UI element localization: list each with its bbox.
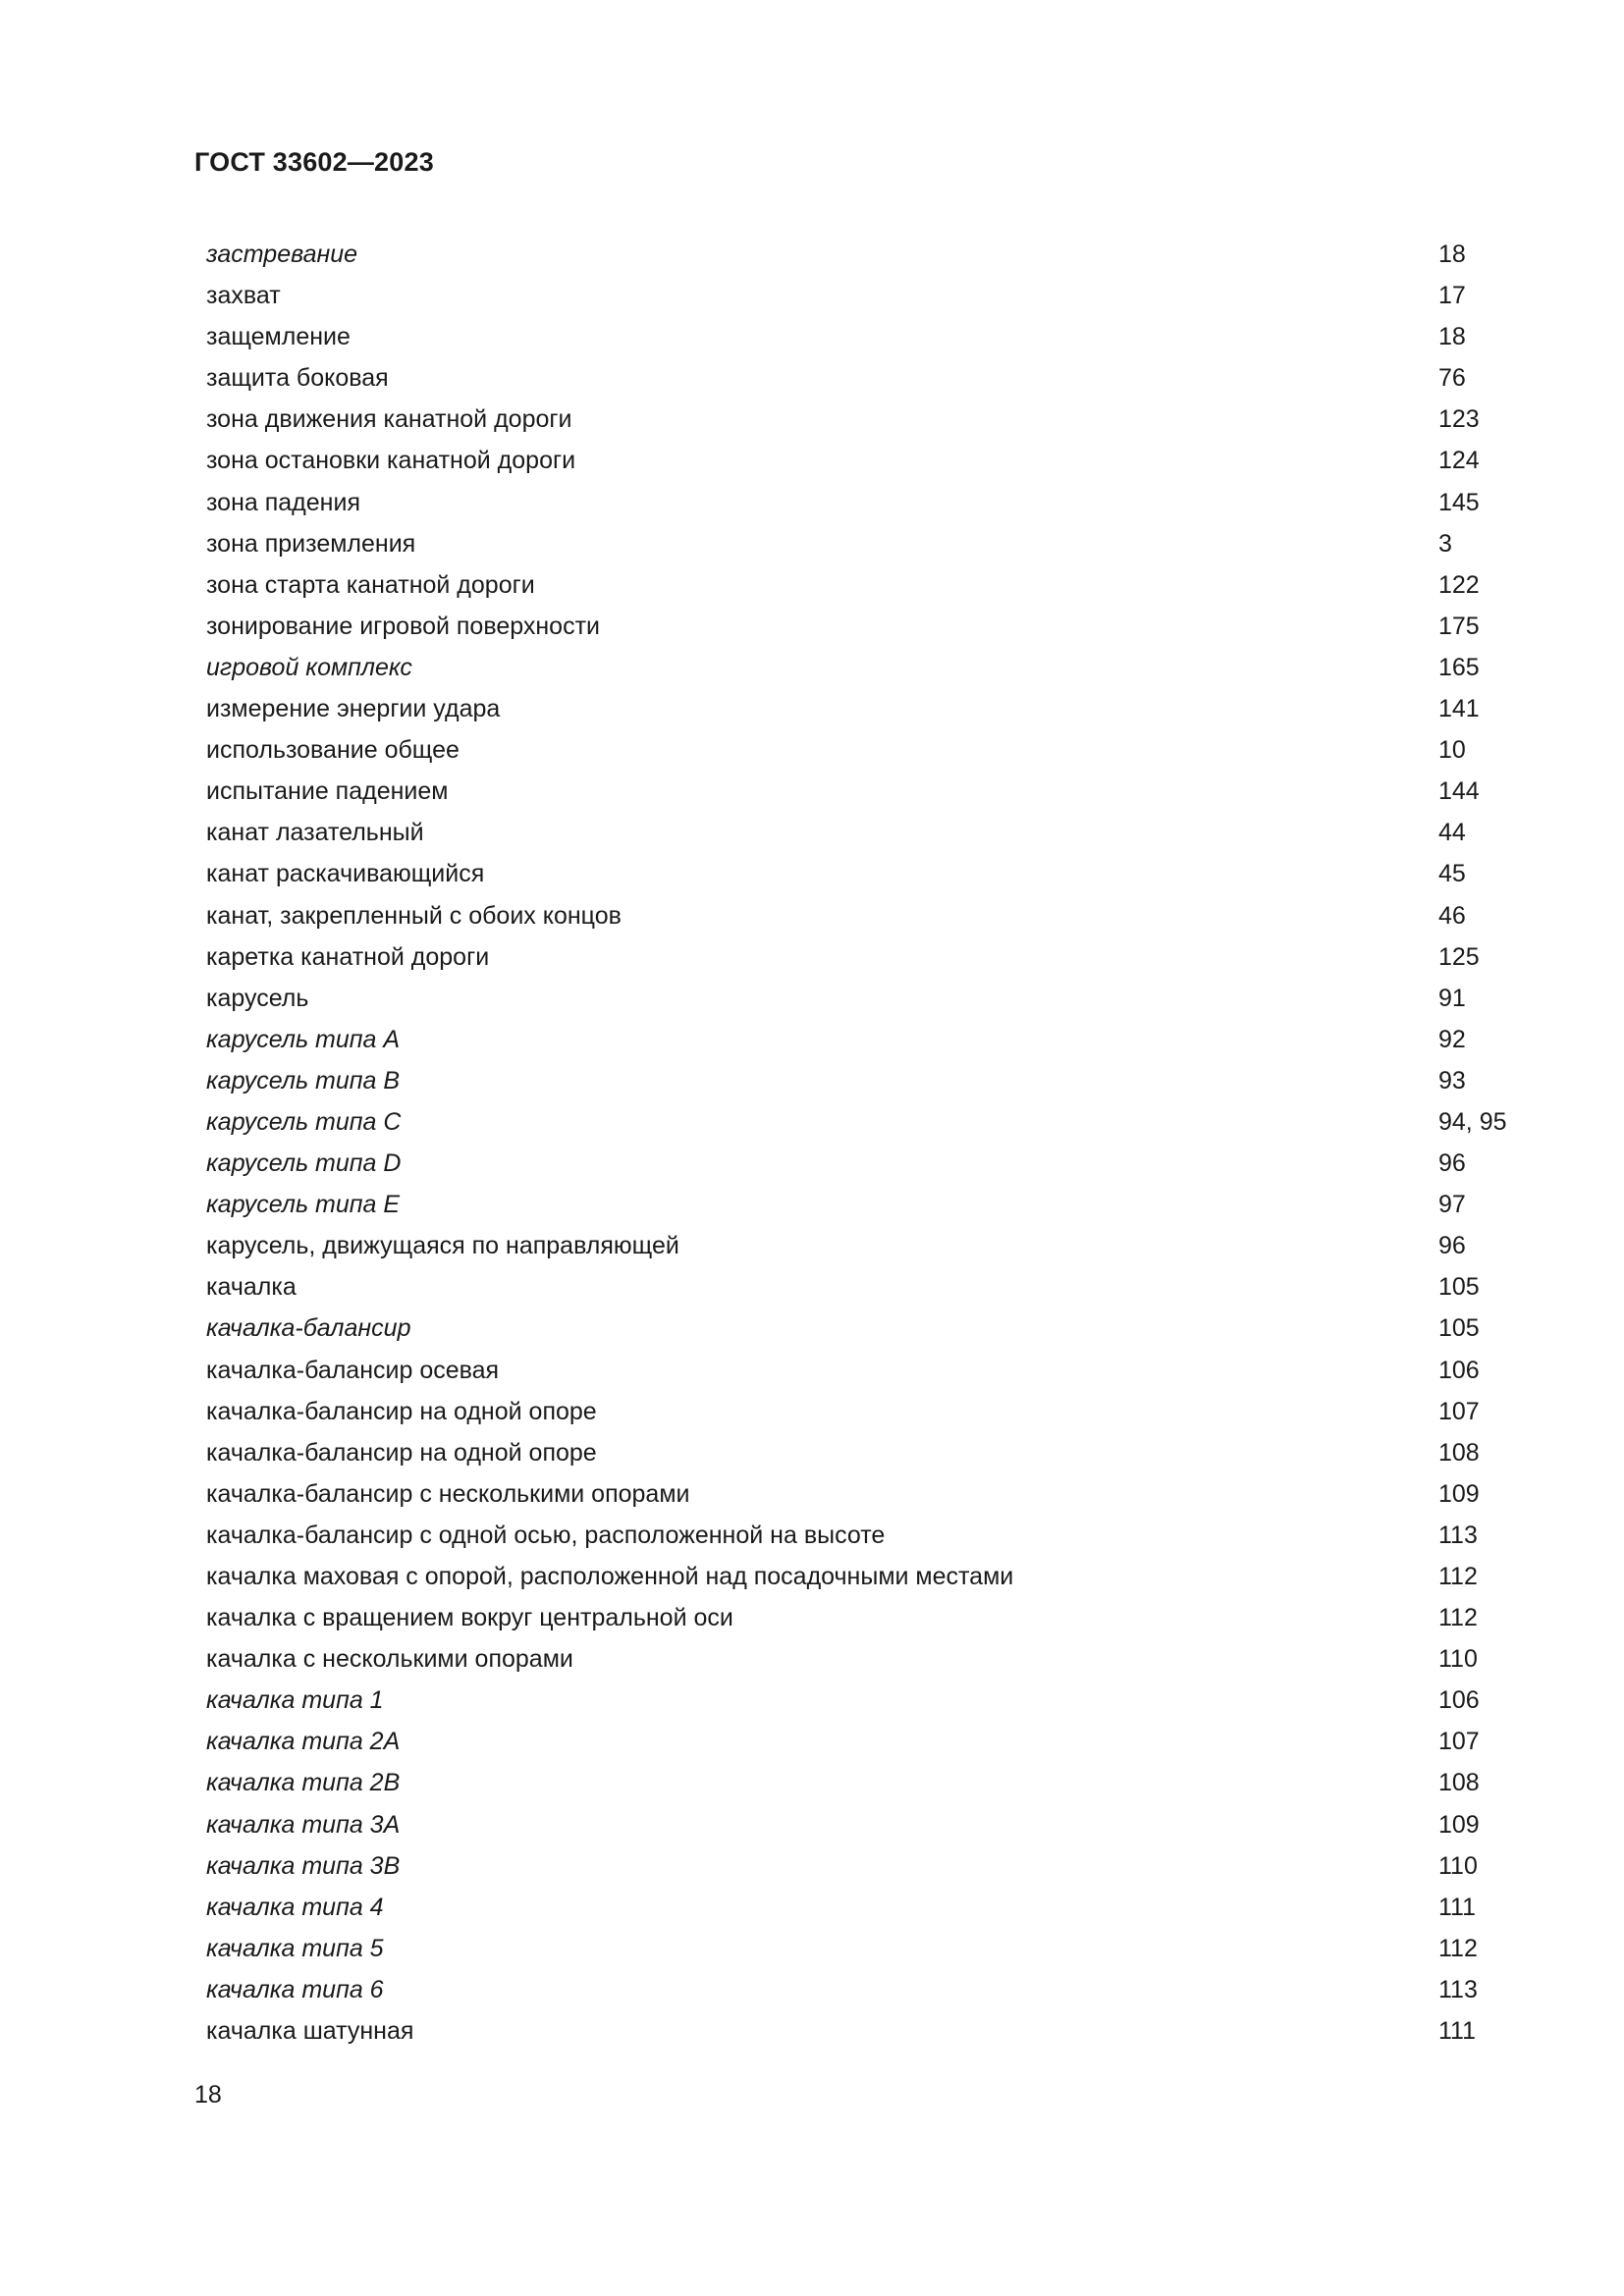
index-term: застревание: [206, 240, 358, 268]
index-entry: [206, 523, 1522, 564]
index-reference: 46: [1438, 901, 1466, 930]
index-entry: [206, 936, 1522, 978]
index-reference: 44: [1438, 819, 1466, 847]
index-reference: 110: [1438, 1851, 1478, 1880]
index-term: качалка-балансир на одной опоре: [206, 1438, 597, 1467]
index-term: качалка типа 5: [206, 1934, 384, 1962]
index-term: качалка типа 1: [206, 1686, 384, 1715]
index-term: качалка-балансир на одной опоре: [206, 1397, 597, 1425]
index-reference: 145: [1438, 488, 1480, 516]
index-entry: [206, 275, 1522, 316]
index-entry: [206, 1101, 1522, 1143]
index-term: карусель типа D: [206, 1149, 402, 1178]
index-entry: [206, 1473, 1522, 1515]
index-entry: [206, 1225, 1522, 1266]
index-entry: [206, 1721, 1522, 1762]
index-entry: [206, 771, 1522, 812]
index-entry: [206, 2010, 1522, 2052]
index-reference: 106: [1438, 1356, 1480, 1384]
index-reference: 107: [1438, 1728, 1480, 1756]
index-reference: 175: [1438, 612, 1480, 640]
index-reference: 144: [1438, 777, 1480, 806]
index-term: зона старта канатной дороги: [206, 570, 535, 599]
index-reference: 113: [1438, 1521, 1478, 1549]
index-term: зона остановки канатной дороги: [206, 447, 576, 475]
index-term: качалка типа 3А: [206, 1810, 401, 1839]
index-reference: 111: [1438, 1893, 1477, 1921]
index-reference: 125: [1438, 942, 1480, 971]
index-term: канат лазательный: [206, 819, 424, 847]
index-term: каретка канатной дороги: [206, 942, 490, 971]
index-entry: [206, 357, 1522, 399]
index-reference: 122: [1438, 570, 1480, 599]
index-entry: [206, 1060, 1522, 1101]
index-term: качалка типа 4: [206, 1893, 384, 1921]
index-entry: [206, 1638, 1522, 1680]
index-term: карусель типа В: [206, 1066, 401, 1095]
index-reference: 109: [1438, 1479, 1480, 1508]
index-term: качалка-балансир осевая: [206, 1356, 500, 1384]
index-entry: [206, 399, 1522, 440]
index-term: качалка с вращением вокруг центральной оси: [206, 1604, 733, 1632]
index-reference: 108: [1438, 1438, 1480, 1467]
index-entry: [206, 1266, 1522, 1308]
index-entry: [206, 1597, 1522, 1638]
index-term: качалка шатунная: [206, 2017, 414, 2046]
index-reference: 112: [1438, 1934, 1478, 1962]
index-entry: [206, 1515, 1522, 1556]
index-entry: [206, 1143, 1522, 1184]
index-term: игровой комплекс: [206, 653, 412, 681]
index-reference: 106: [1438, 1686, 1480, 1715]
index-entry: [206, 316, 1522, 357]
index-reference: 105: [1438, 1273, 1480, 1302]
index-reference: 3: [1438, 529, 1452, 558]
subject-index-list: [206, 234, 1522, 2052]
index-entry: [206, 440, 1522, 481]
index-reference: 18: [1438, 240, 1466, 268]
index-entry: [206, 688, 1522, 729]
index-term: защита боковая: [206, 364, 389, 393]
index-entry: [206, 853, 1522, 894]
index-entry: [206, 729, 1522, 771]
index-entry: [206, 606, 1522, 647]
index-entry: [206, 234, 1522, 275]
index-term: карусель типа С: [206, 1107, 402, 1136]
index-entry: [206, 1762, 1522, 1803]
index-reference: 109: [1438, 1810, 1480, 1839]
index-entry: [206, 647, 1522, 688]
document-header-title: ГОСТ 33602—2023: [194, 147, 434, 177]
index-reference: 97: [1438, 1191, 1466, 1219]
index-term: качалка типа 2В: [206, 1769, 401, 1797]
index-term: захват: [206, 282, 281, 310]
index-reference: 105: [1438, 1314, 1480, 1343]
index-entry: [206, 482, 1522, 523]
index-entry: [206, 1350, 1522, 1391]
index-reference: 18: [1438, 323, 1466, 351]
index-term: качалка-балансир с одной осью, расположенной на высоте: [206, 1521, 886, 1549]
index-reference: 94, 95: [1438, 1107, 1507, 1136]
index-entry: [206, 1019, 1522, 1060]
index-reference: 141: [1438, 695, 1480, 723]
index-term: качалка: [206, 1273, 297, 1302]
index-entry: [206, 1845, 1522, 1887]
index-reference: 123: [1438, 405, 1480, 434]
index-reference: 165: [1438, 653, 1480, 681]
index-entry: [206, 1928, 1522, 1969]
index-entry: [206, 1680, 1522, 1721]
index-term: испытание падением: [206, 777, 449, 806]
index-term: карусель типа Е: [206, 1191, 401, 1219]
index-entry: [206, 1556, 1522, 1597]
index-term: качалка-балансир: [206, 1314, 411, 1343]
index-entry: [206, 895, 1522, 936]
index-reference: 112: [1438, 1563, 1478, 1590]
index-term: карусель, движущаяся по направляющей: [206, 1232, 679, 1260]
index-entry: [206, 564, 1522, 606]
index-term: канат, закрепленный с обоих концов: [206, 901, 622, 930]
index-reference: 111: [1438, 2017, 1477, 2046]
index-term: использование общее: [206, 736, 460, 765]
index-reference: 110: [1438, 1645, 1478, 1674]
index-term: канат раскачивающийся: [206, 860, 485, 888]
index-term: карусель типа А: [206, 1025, 401, 1053]
index-term: качалка типа 6: [206, 1975, 384, 2003]
index-term: качалка типа 3В: [206, 1851, 401, 1880]
index-entry: [206, 1308, 1522, 1349]
index-reference: 93: [1438, 1066, 1466, 1095]
index-reference: 45: [1438, 860, 1466, 888]
index-entry: [206, 1432, 1522, 1473]
index-entry: [206, 1969, 1522, 2010]
index-reference: 107: [1438, 1397, 1480, 1425]
page-number: 18: [194, 2081, 222, 2109]
index-reference: 76: [1438, 364, 1466, 393]
index-term: измерение энергии удара: [206, 695, 501, 723]
index-term: защемление: [206, 323, 351, 351]
index-entry: [206, 1804, 1522, 1845]
index-reference: 113: [1438, 1975, 1478, 2003]
index-term: карусель: [206, 984, 309, 1012]
index-reference: 96: [1438, 1149, 1466, 1178]
index-reference: 91: [1438, 984, 1466, 1012]
index-entry: [206, 1184, 1522, 1225]
index-reference: 10: [1438, 736, 1466, 765]
index-reference: 112: [1438, 1604, 1478, 1632]
index-entry: [206, 1887, 1522, 1928]
index-term: качалка маховая с опорой, расположенной над посадочными местами: [206, 1563, 1014, 1590]
index-reference: 92: [1438, 1025, 1466, 1053]
index-reference: 108: [1438, 1769, 1480, 1797]
index-reference: 124: [1438, 447, 1480, 475]
index-term: качалка-балансир с несколькими опорами: [206, 1479, 690, 1508]
index-term: качалка типа 2А: [206, 1728, 401, 1756]
index-term: зона движения канатной дороги: [206, 405, 572, 434]
index-entry: [206, 1391, 1522, 1432]
index-entry: [206, 978, 1522, 1019]
index-entry: [206, 812, 1522, 853]
index-reference: 96: [1438, 1232, 1466, 1260]
index-term: зона падения: [206, 488, 360, 516]
index-term: зона приземления: [206, 529, 416, 558]
index-reference: 17: [1438, 282, 1466, 310]
index-term: качалка с несколькими опорами: [206, 1645, 573, 1674]
index-term: зонирование игровой поверхности: [206, 612, 600, 640]
